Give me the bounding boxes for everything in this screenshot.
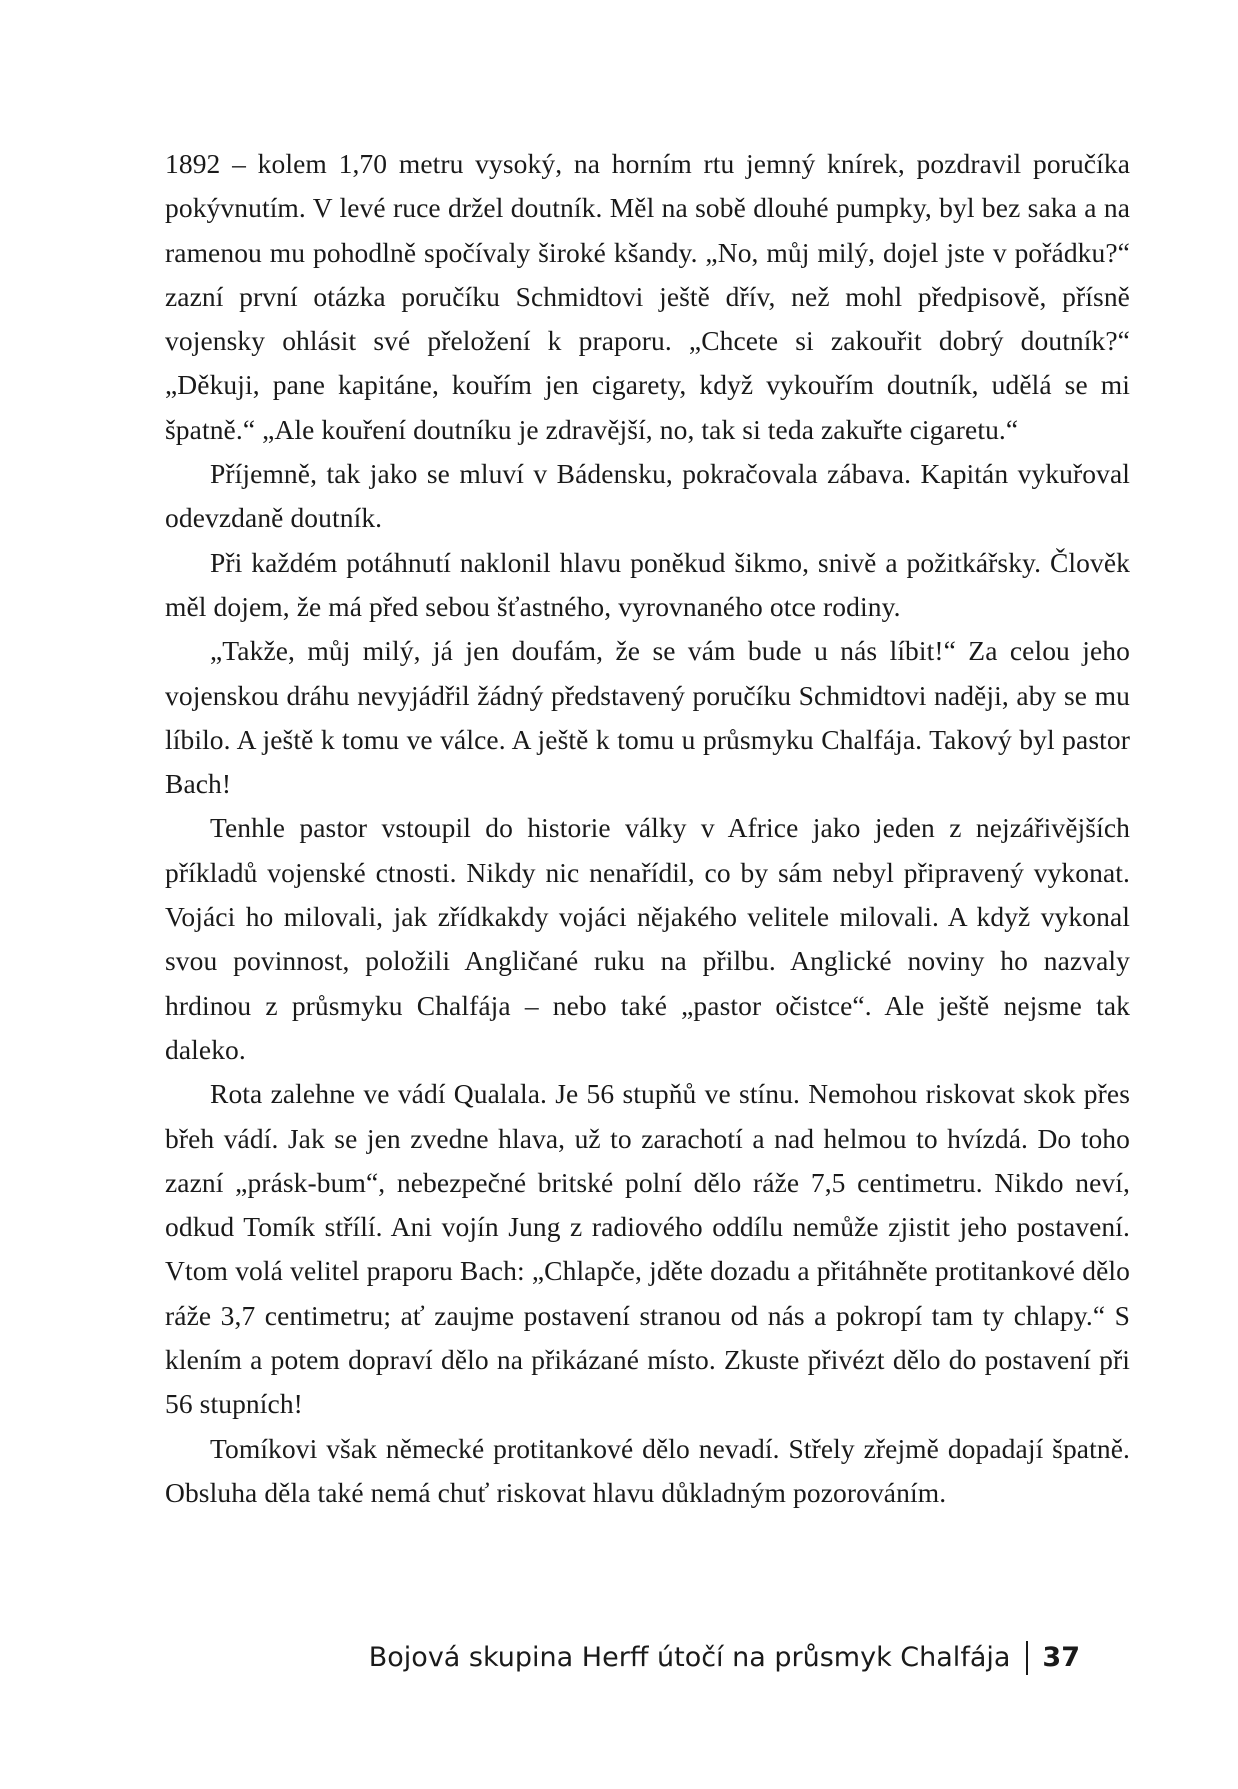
paragraph: Tomíkovi však německé protitankové dělo nevadí. Střely zřejmě dopadají špatně. Obsluha děla také nemá chuť riskovat hlavu důkladným pozorováním. — [165, 1432, 1130, 1508]
page-footer — [369, 1638, 1080, 1678]
paragraph: Při každém potáhnutí naklonil hlavu poněkud šikmo, snivě a požitkářsky. Člověk měl dojem, že má před sebou šťastného, vyrovnaného otce rodiny. — [165, 546, 1130, 622]
paragraph: Tenhle pastor vstoupil do historie války v Africe jako jeden z nejzářivějších příkladů vojenské ctnosti. Nikdy nic nenařídil, co by sám nebyl připravený vykonat. Vojáci ho milovali, jak zřídkakdy vojáci nějakého velitele milovali. A když vykonal svou povinnost, položili Angličané ruku na přilbu. Anglické noviny ho nazvaly hrdinou z průsmyku Chalfája – nebo také „pastor očistce“. Ale ještě nejsme tak daleko. — [165, 812, 1130, 1065]
paragraph: Rota zalehne ve vádí Qualala. Je 56 stupňů ve stínu. Nemohou riskovat skok přes břeh vádí. Jak se jen zvedne hlava, už to zarachotí a nad helmou to hvízdá. Do toho zazní „prásk-bum“, nebezpečné britské polní dělo ráže 7,5 centimetru. Nikdo neví, odkud Tomík střílí. Ani vojín Jung z radiového oddílu nemůže zjistit jeho postavení. Vtom volá velitel praporu Bach: „Chlapče, jděte dozadu a přitáhněte protitankové dělo ráže 3,7 centimetru; ať zaujme postavení stranou od nás a pokropí tam ty chlapy.“ S klením a potem dopraví dělo na přikázané místo. Zkuste přivézt dělo do postavení při 56 stupních! — [165, 1078, 1130, 1420]
paragraph: „Takže, můj milý, já jen doufám, že se vám bude u nás líbit!“ Za celou jeho vojenskou dráhu nevyjádřil žádný představený poručíku Schmidtovi naději, aby se mu líbilo. A ještě k tomu ve válce. A ještě k tomu u průsmyku Chalfája. Takový byl pastor Bach! — [165, 635, 1130, 800]
page-number: 37 — [1042, 1642, 1080, 1673]
footer-divider — [1026, 1641, 1028, 1675]
running-title: Bojová skupina Herff útočí na průsmyk Chalfája — [368, 1642, 1011, 1673]
paragraph: Příjemně, tak jako se mluví v Bádensku, pokračovala zábava. Kapitán vykuřoval odevzdaně doutník. — [165, 458, 1130, 534]
body-text — [165, 142, 1130, 1515]
paragraph: 1892 – kolem 1,70 metru vysoký, na horním rtu jemný knírek, pozdravil poručíka pokývnutím. V levé ruce držel doutník. Měl na sobě dlouhé pumpky, byl bez saka a na ramenou mu pohodlně spočívaly široké kšandy. „No, můj milý, dojel jste v pořádku?“ zazní první otázka poručíku Schmidtovi ještě dřív, než mohl předpisově, přísně vojensky ohlásit své přeložení k praporu. „Chcete si zakouřit dobrý doutník?“ „Děkuji, pane kapitáne, kouřím jen cigarety, když vykouřím doutník, udělá se mi špatně.“ „Ale kouření doutníku je zdravější, no, tak si teda zakuřte cigaretu.“ — [165, 148, 1130, 445]
